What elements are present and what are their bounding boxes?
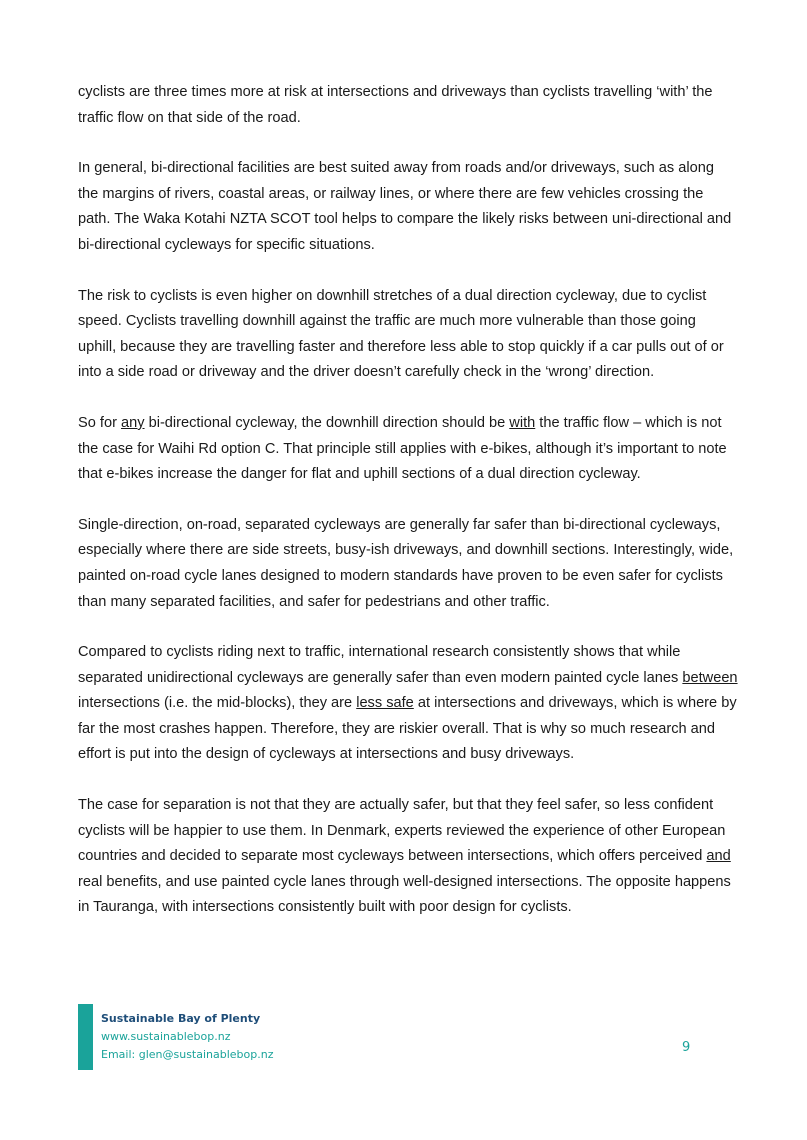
- text-run: real benefits, and use painted cycle lanes through well-designed intersections. The opposite happens in Tauranga, with intersections consistently built with poor design for cyclists.: [78, 873, 731, 916]
- paragraph: [78, 156, 738, 258]
- text-run: So for: [78, 414, 121, 431]
- footer-email-link[interactable]: Email: glen@sustainablebop.nz: [101, 1048, 274, 1061]
- text-run: In general, bi-directional facilities are best suited away from roads and/or driveways, such as along the margins of rivers, coastal areas, or railway lines, or where there are few vehicles crossing the path. The Waka Kotahi NZTA SCOT tool helps to compare the likely risks between uni-directional and bi-directional cycleways for specific situations.: [78, 160, 732, 253]
- paragraph: [78, 513, 738, 615]
- paragraph: [78, 411, 738, 488]
- paragraph: [78, 284, 738, 386]
- text-run: cyclists are three times more at risk at intersections and driveways than cyclists travelling ‘with’ the traffic flow on that side of the road.: [78, 84, 713, 126]
- footer-website-link[interactable]: www.sustainablebop.nz: [101, 1030, 231, 1043]
- text-run: the traffic flow – which is not the case for Waihi Rd option C. That principle still applies with e-bikes, although it’s important to note that e-bikes increase the danger for flat and uphill sections of a dual direction cycleway.: [78, 414, 727, 483]
- paragraph: [78, 80, 738, 131]
- underlined-text: any: [121, 414, 145, 431]
- text-run: The risk to cyclists is even higher on downhill stretches of a dual direction cycleway, due to cyclist speed. Cyclists travelling downhill against the traffic are much more vulnerable than those going uphill, because they are travelling faster and therefore less able to stop quickly if a car pulls out of or into a side road or driveway and the driver doesn’t carefully check in the ‘wrong’ direction.: [78, 287, 724, 381]
- underlined-text: and: [706, 848, 731, 865]
- footer-accent-bar: [78, 1004, 93, 1070]
- page-number: 9: [682, 1040, 691, 1055]
- text-run: intersections (i.e. the mid-blocks), they are: [78, 695, 357, 712]
- footer-contact: [101, 1010, 274, 1064]
- paragraph: [78, 793, 738, 921]
- text-run: bi-directional cycleway, the downhill direction should be: [144, 414, 510, 431]
- text-run: at intersections and driveways, which is where by far the most crashes happen. Therefore, they are riskier overall. That is why so much research and effort is put into the design of cycleways at intersections and busy driveways.: [78, 695, 737, 763]
- footer-org-name: Sustainable Bay of Plenty: [101, 1012, 261, 1025]
- underlined-text: with: [509, 414, 536, 431]
- underlined-text: less safe: [356, 695, 414, 712]
- underlined-text: between: [682, 669, 738, 686]
- text-run: Compared to cyclists riding next to traffic, international research consistently shows that while separated unidirectional cycleways are generally safer than even modern painted cycle lanes: [78, 644, 683, 686]
- page-footer: [78, 1004, 718, 1070]
- document-body: [78, 80, 738, 946]
- text-run: Single-direction, on-road, separated cycleways are generally far safer than bi-directional cycleways, especially where there are side streets, busy-ish driveways, and downhill sections. Interestingly, wide, painted on-road cycle lanes designed to modern standards have proven to be even safer for cyclists than many separated facilities, and safer for pedestrians and other traffic.: [78, 516, 734, 610]
- text-run: The case for separation is not that they are actually safer, but that they feel safer, so less confident cyclists will be happier to use them. In Denmark, experts reviewed the experience of other European countries and decided to separate most cycleways between intersections, which offers perceived: [78, 797, 726, 865]
- paragraph: [78, 640, 738, 768]
